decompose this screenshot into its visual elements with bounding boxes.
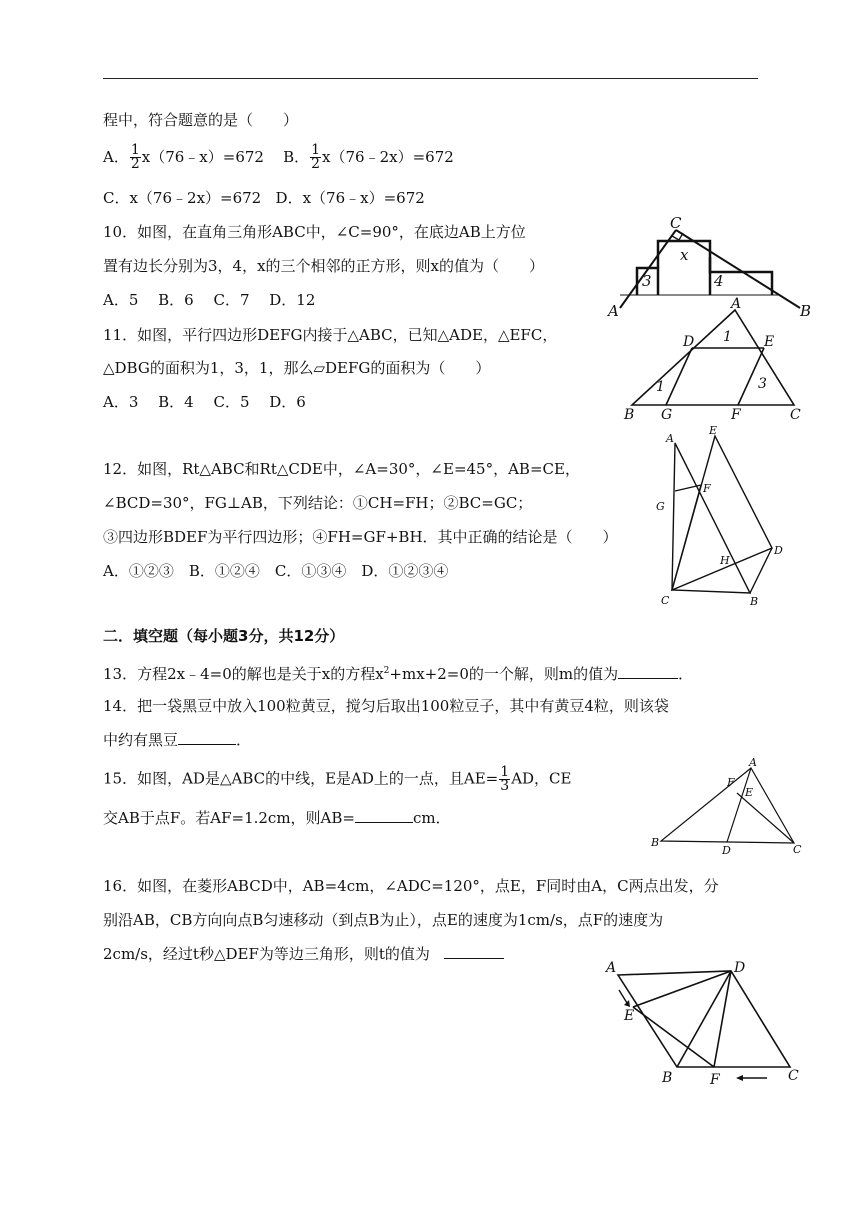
q16-answer-blank[interactable] xyxy=(444,944,504,959)
q15-label-f: F xyxy=(727,776,735,789)
q16-figure xyxy=(600,958,815,1093)
q12-segment-cf xyxy=(672,485,701,590)
q9-option-c[interactable]: C．x（76﹣2x）=672 xyxy=(103,189,262,207)
q16-label-c: C xyxy=(788,1068,799,1084)
q9-option-d[interactable]: D．x（76﹣x）=672 xyxy=(275,189,425,207)
q11-label-b: B xyxy=(624,407,635,423)
q16-arrow-f-icon xyxy=(736,1075,767,1081)
q11-label-g: G xyxy=(661,407,673,423)
q9-option-a[interactable]: A． $\frac{1}{2}$ x（76﹣x）=672 xyxy=(103,142,264,172)
q11-options[interactable]: A．3 B．4 C．5 D．6 xyxy=(103,393,306,411)
section-heading: 二．填空题（每小题3分，共12分） xyxy=(103,627,345,645)
q15-figure xyxy=(645,756,810,856)
q11-line2: △DBG的面积为1，3，1，那么▱DEFG的面积为（ ） xyxy=(103,359,491,377)
q12-label-f: F xyxy=(703,482,711,495)
q9-options-ab xyxy=(103,144,454,171)
q10-label-x: x xyxy=(680,246,689,264)
q12-triangle-abc xyxy=(672,443,750,593)
q15-label-a: A xyxy=(749,756,757,769)
fraction: $\frac{1}{2}$ xyxy=(311,142,321,172)
q11-area-ade: 1 xyxy=(723,329,732,345)
q15-label-e: E xyxy=(745,786,754,799)
q12-label-d: D xyxy=(774,544,783,557)
q16-segment-ef xyxy=(633,1007,714,1067)
q11-area-efc: 3 xyxy=(758,376,767,392)
q14-answer-blank[interactable] xyxy=(178,730,236,745)
fraction: $\frac{1}{2}$ xyxy=(130,142,140,172)
q15-line2: 交AB于点F。若AF=1.2cm，则AB= cm． xyxy=(103,809,451,827)
q11-label-a: A xyxy=(731,296,742,312)
q16-label-f: F xyxy=(710,1072,720,1088)
q16-label-b: B xyxy=(662,1070,673,1086)
q16-line1: 16．如图，在菱形ABCD中，AB=4cm，∠ADC=120°，点E，F同时由A，C两点出发，分 xyxy=(103,877,719,895)
q11-line1: 11．如图，平行四边形DEFG内接于△ABC，已知△ADE，△EFC， xyxy=(103,326,558,344)
q16-segment-de xyxy=(633,971,731,1007)
q12-line2: ∠BCD=30°，FG⊥AB，下列结论：①CH=FH；②BC=GC； xyxy=(103,494,533,512)
q11-label-d: D xyxy=(683,334,695,350)
q10-label-b: B xyxy=(800,302,812,320)
q12-label-e: E xyxy=(709,424,718,437)
q15-answer-blank[interactable] xyxy=(355,808,413,823)
q15-line1: 15．如图，AD是△ABC的中线，E是AD上的一点，且AE= $\frac{1}{3}$ AD，CE xyxy=(103,764,572,794)
q14-line2: 中约有黑豆 ． xyxy=(103,731,252,749)
q9-tail: 程中，符合题意的是（ ） xyxy=(103,111,299,129)
q12-label-c: C xyxy=(661,594,670,607)
q16-line3: 2cm/s，经过t秒△DEF为等边三角形，则t的值为 xyxy=(103,944,504,964)
header-rule xyxy=(103,78,758,79)
q12-label-b: B xyxy=(750,595,759,608)
q9-options-cd xyxy=(103,188,425,208)
q10-label-4: 4 xyxy=(714,272,724,290)
q15-segment-cf xyxy=(737,793,794,843)
q15-label-b: B xyxy=(651,836,660,849)
q15-label-c: C xyxy=(793,843,802,856)
q15-label-d: D xyxy=(722,844,731,857)
q12-figure xyxy=(650,424,800,610)
q11-label-e: E xyxy=(764,334,775,350)
q10-line1: 10．如图，在直角三角形ABC中，∠C=90°，在底边AB上方位 xyxy=(103,223,526,241)
q11-label-c: C xyxy=(790,407,801,423)
q13-answer-blank[interactable] xyxy=(618,664,678,679)
q10-label-c: C xyxy=(670,214,682,232)
q10-line2: 置有边长分别为3，4，x的三个相邻的正方形，则x的值为（ ） xyxy=(103,257,545,275)
q12-label-h: H xyxy=(720,554,730,567)
q12-options[interactable]: A．①②③ B．①②④ C．①③④ D．①②③④ xyxy=(103,562,449,580)
q12-label-a: A xyxy=(666,432,674,445)
q16-line2: 别沿AB，CB方向向点B匀速移动（到点B为止），点E的速度为1cm/s，点F的速度为 xyxy=(103,911,664,929)
q12-line1: 12．如图，Rt△ABC和Rt△CDE中，∠A=30°，∠E=45°，AB=CE， xyxy=(103,460,580,478)
q12-segment-bd xyxy=(750,548,772,593)
q16-label-e: E xyxy=(624,1008,635,1024)
q9-option-b[interactable]: B． $\frac{1}{2}$ x（76﹣2x）=672 xyxy=(283,142,454,172)
q10-label-3: 3 xyxy=(642,272,652,290)
q16-label-d: D xyxy=(734,960,746,976)
q14-line1: 14．把一袋黑豆中放入100粒黄豆，搅匀后取出100粒豆子，其中有黄豆4粒，则该袋 xyxy=(103,697,669,715)
q11-figure xyxy=(620,294,810,422)
q11-label-f: F xyxy=(731,407,741,423)
q10-options[interactable]: A．5 B．6 C．7 D．12 xyxy=(103,291,316,309)
q12-line3: ③四边形BDEF为平行四边形；④FH=GF+BH．其中正确的结论是（ ） xyxy=(103,528,618,546)
fraction: $\frac{1}{3}$ xyxy=(500,764,510,794)
q13: 13．方程2x﹣4=0的解也是关于x的方程$x^2+mx+2=0$的一个解，则m的值为 ． xyxy=(103,665,694,683)
q12-label-g: G xyxy=(656,500,665,513)
q10-label-a: A xyxy=(608,302,619,320)
q11-area-dbg: 1 xyxy=(656,379,665,395)
q11-segment-dg xyxy=(666,348,692,405)
q16-label-a: A xyxy=(606,960,617,976)
